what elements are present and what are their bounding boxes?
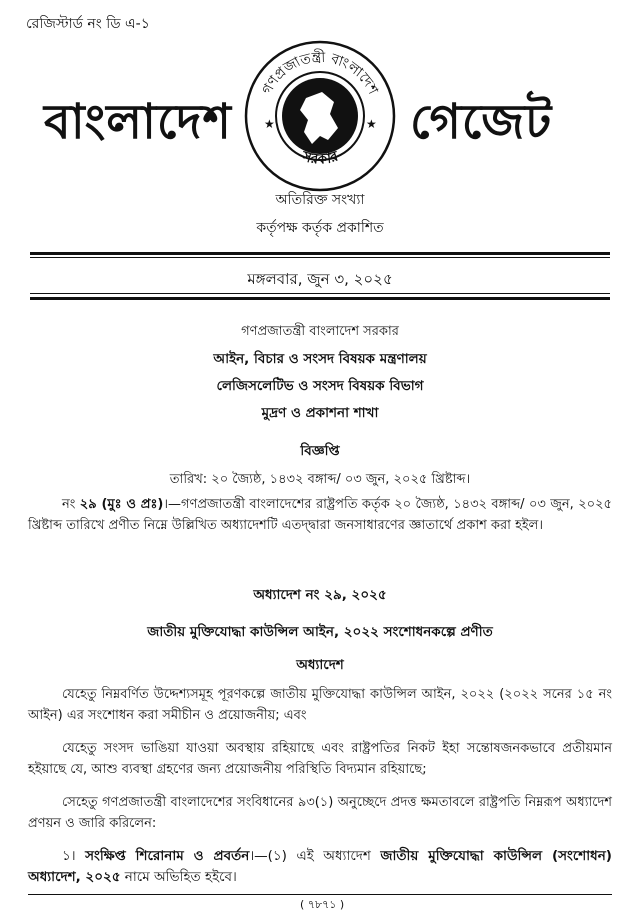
branch-name: মুদ্রণ ও প্রকাশনা শাখা (261, 405, 379, 421)
government-seal-icon (242, 36, 398, 196)
government-name: গণপ্রজাতন্ত্রী বাংলাদেশ সরকার (241, 324, 399, 339)
section-1-paragraph: ১। সংক্ষিপ্ত শিরোনাম ও প্রবর্তন।—(১) এই অধ্যাদেশ জাতীয় মুক্তিযোদ্ধা কাউন্সিল (সংশোধন) অধ্যাদেশ, ২০২৫ নামে অভিহিত হইবে। (28, 848, 612, 885)
page-number: ( ৭৮৭১ ) (300, 898, 345, 911)
seal-text-top: গণপ্রজাতন্ত্রী বাংলাদেশ (259, 49, 381, 98)
header-rule-top (30, 252, 610, 255)
ordinance-label: অধ্যাদেশ (296, 657, 344, 673)
registration-number: রেজিস্টার্ড নং ডি এ-১ (26, 16, 150, 32)
header-rule-bottom (30, 297, 610, 300)
division-name: লেজিসলেটিভ ও সংসদ বিষয়ক বিভাগ (216, 378, 424, 394)
preamble-paragraph-3: সেহেতু গণপ্রজাতন্ত্রী বাংলাদেশের সংবিধানের ৯৩(১) অনুচ্ছেদে প্রদত্ত ক্ষমতাবলে রাষ্ট্রপতি নিম্নরূপ অধ্যাদেশ প্রণয়ন ও জারি করিলেন: (28, 795, 612, 831)
notice-heading: বিজ্ঞপ্তি (300, 443, 340, 459)
footer-rule (28, 894, 612, 895)
notice-date: তারিখ: ২০ জ্যৈষ্ঠ, ১৪৩২ বঙ্গাব্দ/ ০৩ জুন, ২০২৫ খ্রিষ্টাব্দ। (169, 472, 471, 487)
header-rule-bottom-thin (30, 293, 610, 294)
ordinance-title: জাতীয় মুক্তিযোদ্ধা কাউন্সিল আইন, ২০২২ সংশোধনকল্পে প্রণীত (147, 624, 493, 640)
preamble-paragraph-2: যেহেতু সংসদ ভাঙিয়া যাওয়া অবস্থায় রহিয়াছে এবং রাষ্ট্রপতির নিকট ইহা সন্তোষজনকভাবে প্রতীয়মান হইয়াছে যে, আশু ব্যবস্থা গ্রহণের জন্য প্রয়োজনীয় পরিস্থিতি বিদ্যমান রহিয়াছে; (28, 741, 612, 777)
star-icon: ★ (264, 117, 275, 131)
notice-number: ২৯ (মুঃ ও প্রঃ) (79, 497, 164, 512)
gazette-title-right: গেজেট (410, 94, 553, 150)
notice-paragraph: নং ২৯ (মুঃ ও প্রঃ)।—গণপ্রজাতন্ত্রী বাংলাদেশের রাষ্ট্রপতি কর্তৃক ২০ জ্যৈষ্ঠ, ১৪৩২ বঙ্গাব্দ/ ০৩ জুন, ২০২৫ খ্রিষ্টাব্দ তারিখে প্রণীত নিম্নে উল্লিখিত অধ্যাদেশটি এতদ্দ্বারা জনসাধারণের জ্ঞাতার্থে প্রকাশ করা হইল। (28, 497, 612, 533)
star-icon: ★ (366, 117, 377, 131)
ordinance-number: অধ্যাদেশ নং ২৯, ২০২৫ (253, 587, 387, 603)
masthead (0, 36, 640, 196)
header-rule-top-thin (30, 257, 610, 258)
seal-text-bottom: সরকার (299, 148, 341, 168)
published-by: কর্তৃপক্ষ কর্তৃক প্রকাশিত (256, 220, 384, 236)
preamble-paragraph-1: যেহেতু নিম্নবর্ণিত উদ্দেশ্যসমূহ পূরণকল্পে জাতীয় মুক্তিযোদ্ধা কাউন্সিল আইন, ২০২২ (২০২২ সনের ১৫ নং আইন) এর সংশোধন করা সমীচীন ও প্রয়োজনীয়; এবং (28, 687, 612, 723)
ministry-name: আইন, বিচার ও সংসদ বিষয়ক মন্ত্রণালয় (213, 351, 427, 367)
extra-issue: অতিরিক্ত সংখ্যা (275, 192, 365, 208)
issue-date: মঙ্গলবার, জুন ৩, ২০২৫ (247, 270, 393, 288)
gazette-title-left: বাংলাদেশ (44, 94, 232, 150)
